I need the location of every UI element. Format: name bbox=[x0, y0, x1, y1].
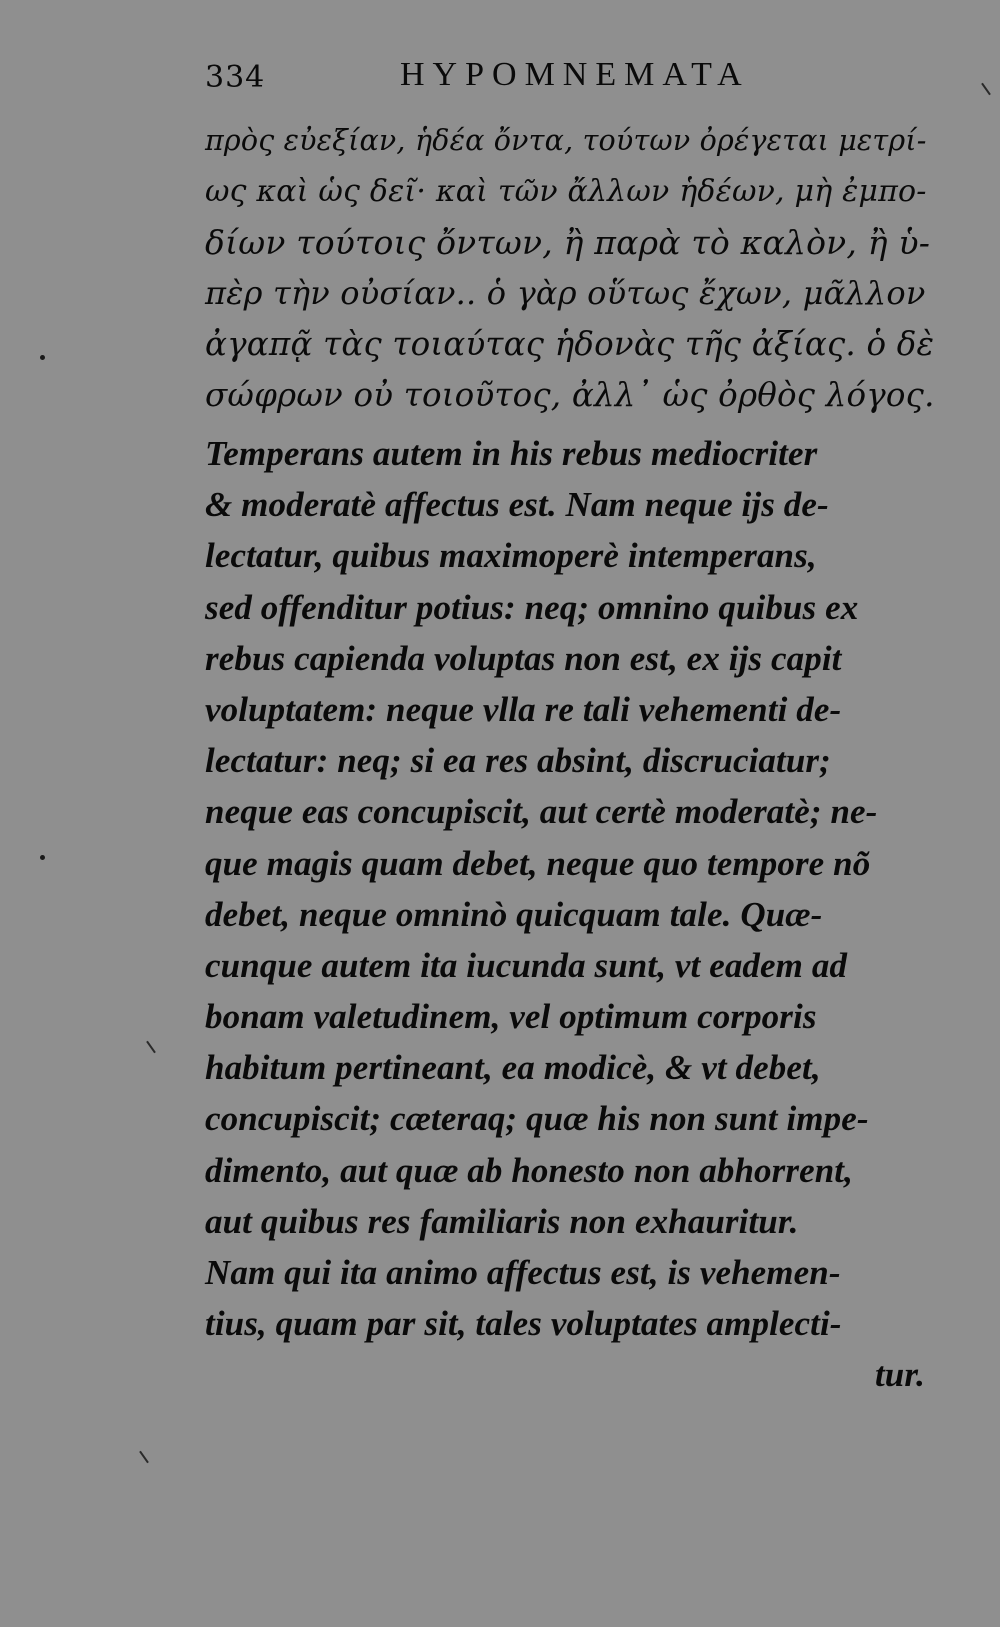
latin-line: habitum pertineant, ea modicè, & vt debet, bbox=[205, 1048, 821, 1088]
latin-line: Nam qui ita animo affectus est, is vehemen- bbox=[205, 1253, 841, 1292]
greek-line: πὲρ τὴν οὐσίαν.. ὁ γὰρ οὕτως ἔχων, μᾶλλον bbox=[205, 274, 926, 312]
latin-line: dimento, aut quæ ab honesto non abhorrent, bbox=[205, 1150, 853, 1190]
latin-line: neque eas concupiscit, aut certè moderatè; ne- bbox=[205, 792, 878, 832]
running-title: HYPOMNEMATA bbox=[400, 56, 750, 93]
greek-line: δίων τούτοις ὄντων, ἢ παρὰ τὸ καλὸν, ἢ ὑ- bbox=[205, 223, 931, 262]
latin-line: lectatur: neq; si ea res absint, discruciatur; bbox=[205, 741, 831, 781]
latin-line: lectatur, quibus maximoperè intemperans, bbox=[205, 536, 817, 576]
latin-line: tur. bbox=[874, 1355, 925, 1395]
latin-line: aut quibus res familiaris non exhauritur. bbox=[205, 1201, 799, 1241]
latin-line: debet, neque omninò quicquam tale. Quæ- bbox=[205, 894, 823, 934]
ink-speck bbox=[40, 855, 45, 860]
greek-line: πρὸς εὐεξίαν, ἡδέα ὄντα, τούτων ὀρέγεται μετρί- bbox=[205, 124, 927, 157]
latin-line: rebus capienda voluptas non est, ex ijs capit bbox=[205, 638, 842, 678]
margin-mark bbox=[981, 83, 991, 96]
latin-line: voluptatem: neque vlla re tali vehementi de- bbox=[205, 689, 842, 729]
greek-line: ἀγαπᾷ τὰς τοιαύτας ἡδονὰς τῆς ἀξίας. ὁ δὲ bbox=[205, 325, 935, 363]
greek-text-block bbox=[205, 115, 935, 421]
page-header bbox=[205, 52, 795, 102]
latin-text-block bbox=[205, 428, 935, 1401]
page-number: 334 bbox=[205, 60, 266, 95]
margin-mark bbox=[146, 1041, 156, 1054]
ink-speck bbox=[40, 355, 45, 360]
latin-line: que magis quam debet, neque quo tempore nõ bbox=[205, 843, 871, 883]
greek-line: σώφρων οὐ τοιοῦτος, ἀλλ᾽ ὡς ὀρθὸς λόγος. bbox=[205, 376, 935, 414]
latin-line: & moderatè affectus est. Nam neque ijs de- bbox=[205, 485, 829, 525]
latin-line: Temperans autem in his rebus mediocriter bbox=[205, 434, 818, 473]
latin-line: sed offenditur potius: neq; omnino quibus ex bbox=[205, 587, 859, 627]
latin-line: tius, quam par sit, tales voluptates amplecti- bbox=[205, 1304, 842, 1344]
latin-line: cunque autem ita iucunda sunt, vt eadem ad bbox=[205, 945, 848, 985]
margin-mark bbox=[139, 1451, 149, 1464]
latin-line: concupiscit; cæteraq; quæ his non sunt impe- bbox=[205, 1099, 869, 1139]
greek-line: ως καὶ ὡς δεῖ· καὶ τῶν ἄλλων ἡδέων, μὴ ἐμπο- bbox=[205, 174, 927, 209]
latin-line: bonam valetudinem, vel optimum corporis bbox=[205, 997, 817, 1037]
